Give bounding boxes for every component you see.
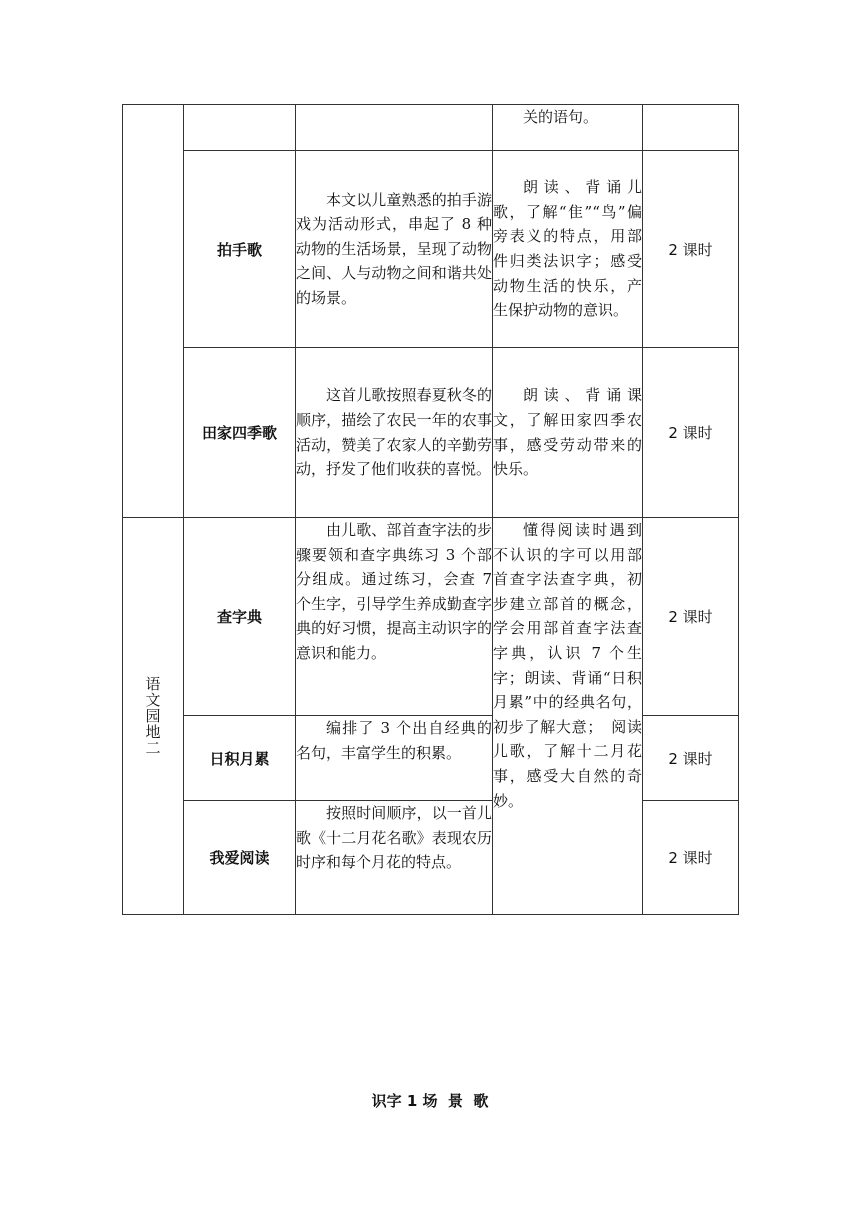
lesson-hours: 2 课时 xyxy=(643,716,739,801)
goal-text: 关的语句。 xyxy=(523,108,599,126)
lesson-description: 这首儿歌按照春夏秋冬的顺序，描绘了农民一年的农事活动，赞美了农家人的辛勤劳动，抒发了他们收获的喜悦。 xyxy=(296,348,493,518)
table-row xyxy=(123,801,739,915)
lesson-plan-table xyxy=(122,104,739,915)
lesson-description: 按照时间顺序，以一首儿歌《十二月花名歌》表现农历时序和每个月花的特点。 xyxy=(296,801,493,915)
table-row xyxy=(123,716,739,801)
table-row xyxy=(123,105,739,151)
lesson-goal: 朗读、背诵儿歌，了解“隹”“鸟”偏旁表义的特点，用部件归类法识字；感受动物生活的快乐，产生保护动物的意识。 xyxy=(493,151,643,348)
desc-cell xyxy=(296,105,493,151)
unit-label-cell xyxy=(123,518,184,915)
goal-cell xyxy=(493,105,643,151)
lesson-description: 本文以儿童熟悉的拍手游戏为活动形式，串起了 8 种动物的生活场景，呈现了动物之间、人与动物之间和谐共处的场景。 xyxy=(296,151,493,348)
hours-cell xyxy=(643,105,739,151)
lesson-hours: 2 课时 xyxy=(643,348,739,518)
unit-label: 语文园地二 xyxy=(143,676,162,756)
unit-cell-empty xyxy=(123,105,184,518)
lesson-title: 田家四季歌 xyxy=(184,348,296,518)
lesson-title: 日积月累 xyxy=(184,716,296,801)
lesson-title: 我爱阅读 xyxy=(184,801,296,915)
table-row xyxy=(123,348,739,518)
next-lesson-heading: 识字 1 场 景 歌 xyxy=(371,1092,489,1110)
title-cell xyxy=(184,105,296,151)
lesson-description: 编排了 3 个出自经典的名句，丰富学生的积累。 xyxy=(296,716,493,801)
lesson-title: 拍手歌 xyxy=(184,151,296,348)
lesson-hours: 2 课时 xyxy=(643,518,739,716)
lesson-goal: 朗读、背诵课文，了解田家四季农事，感受劳动带来的快乐。 xyxy=(493,348,643,518)
lesson-hours: 2 课时 xyxy=(643,151,739,348)
table-row xyxy=(123,151,739,348)
table-row xyxy=(123,518,739,716)
lesson-title: 查字典 xyxy=(184,518,296,716)
lesson-hours: 2 课时 xyxy=(643,801,739,915)
lesson-description: 由儿歌、部首查字法的步骤要领和查字典练习 3 个部分组成。通过练习，会查 7 个生字，引导学生养成勤查字典的好习惯，提高主动识字的意识和能力。 xyxy=(296,518,493,716)
lesson-goal: 懂得阅读时遇到不认识的字可以用部首查字法查字典，初步建立部首的概念，学会用部首查字法查字典，认识 7 个生字；朗读、背诵“日积月累”中的经典名句，初步了解大意； 阅读儿歌，了解十二月花事，感受大自然的奇妙。 xyxy=(493,518,643,915)
